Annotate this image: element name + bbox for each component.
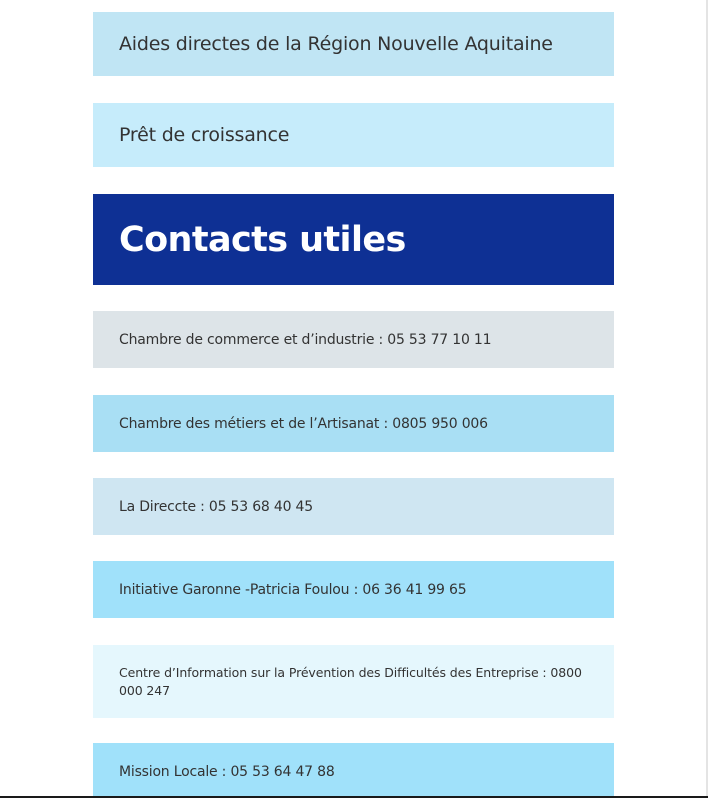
contact-item-initiative-garonne[interactable] (93, 561, 614, 618)
contact-item-mission-locale[interactable] (93, 743, 614, 798)
contacts-heading: Contacts utiles (119, 219, 406, 260)
contact-item-label: Chambre de commerce et d’industrie : 05 53 77 10 11 (119, 331, 492, 348)
aid-item-label: Prêt de croissance (119, 124, 290, 146)
contact-item-cip[interactable] (93, 645, 614, 718)
contact-item-direccte[interactable] (93, 478, 614, 535)
aid-item-label: Aides directes de la Région Nouvelle Aquitaine (119, 33, 553, 55)
contact-item-label: Initiative Garonne -Patricia Foulou : 06 36 41 99 65 (119, 581, 467, 598)
contact-item-label: Centre d’Information sur la Prévention des Difficultés des Entreprise : 0800 000 247 (119, 664, 582, 698)
contact-item-label: Chambre des métiers et de l’Artisanat : 0805 950 006 (119, 415, 488, 432)
contact-item-chambre-metiers[interactable] (93, 395, 614, 452)
aid-item-pret-de-croissance[interactable] (93, 103, 614, 167)
contacts-heading-banner (93, 194, 614, 285)
contact-item-cci[interactable] (93, 311, 614, 368)
contact-item-label: La Direccte : 05 53 68 40 45 (119, 498, 313, 515)
contact-item-label: Mission Locale : 05 53 64 47 88 (119, 763, 335, 780)
aid-item-region-nouvelle-aquitaine[interactable] (93, 12, 614, 76)
